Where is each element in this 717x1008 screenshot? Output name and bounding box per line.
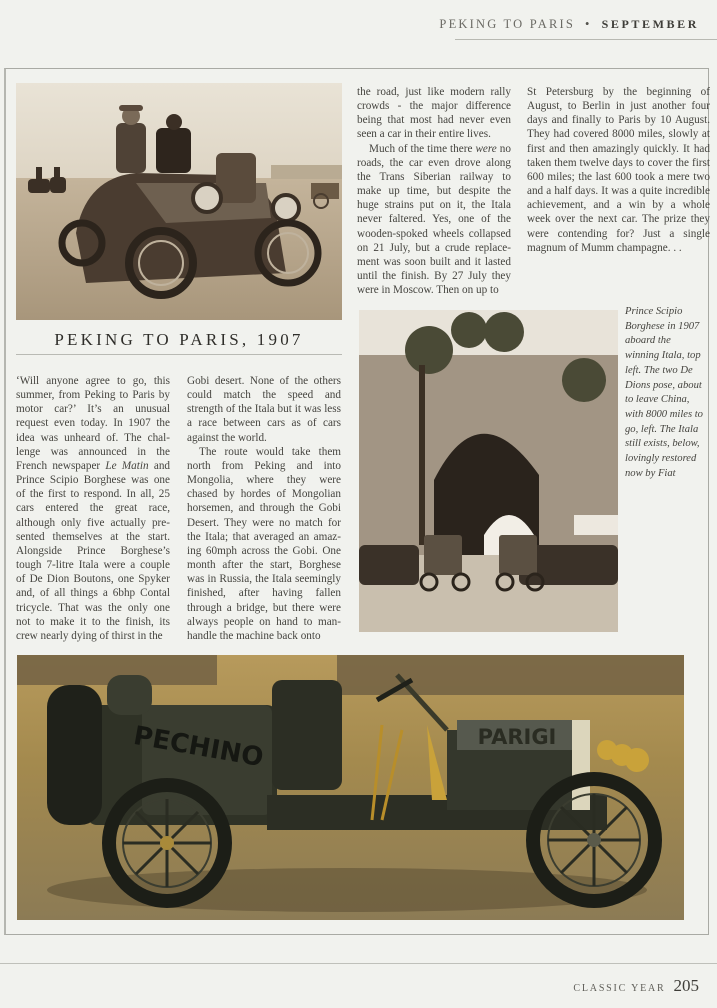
running-head-section: PEKING TO PARIS <box>439 17 575 31</box>
bonnet-lettering: PARIGI <box>477 725 557 749</box>
paragraph: St Petersburg by the beginning of August, to Berlin in just another four days and finally to Paris by 10 August. They had covered 8000 miles, slowly at first and then amazingly quickly. It had taken them twelve days to cover the first 600 miles; the last 600 took a mere two and a half days. It was a quite incredible achievement, and a win by a whole week over the next car. The prize they were contending for? Just a single magnum of Mumm champagne. . . <box>527 86 710 254</box>
photo-restored-itala <box>17 655 684 920</box>
running-head-month: SEPTEMBER <box>601 17 699 31</box>
emphasis: were <box>475 142 497 155</box>
article-title: PEKING TO PARIS, 1907 <box>54 330 304 349</box>
photo-itala-1907 <box>16 83 342 320</box>
newspaper-name: Le Matin <box>105 459 149 472</box>
running-head <box>439 17 699 32</box>
paragraph: Gobi desert. None of the others could match the speed and strength of the Itala but it was less a race between cars as of cars against the world. <box>187 375 341 444</box>
article-column-1 <box>16 374 170 643</box>
paragraph: ‘Will anyone agree to go, this summer, from Peking to Paris by motor car?’ It’s an unusual request even today. In 1907 the idea was unheard of. The challenge was announced in the French newspaper Le Matin and Prince Scipio Borghese was one of the first to respond. In all, 25 cars entered the great race, although only five actually presented themselves at the start. Alongside Prince Borghese’s tough 7-litre Itala were a couple of De Dion Boutons, one Spyker and, of all things a 6bhp Contal tricycle. That was the only one not to make it to the finish, its crew nearly dying of thirst in the <box>16 375 171 642</box>
publication-label: CLASSIC YEAR <box>573 983 666 994</box>
photo-caption: Prince Scipio Borghese in 1907 aboard the winning Itala, top left. The two De Dions pose, about to leave China, with 8000 miles to go, left. The Itala still exists, below, lovingly restored now by Fiat <box>625 306 703 479</box>
footer-rule <box>0 963 717 964</box>
paragraph: Much of the time there were no roads, the car even drove along the Trans Siberian railway to make up time, but despite the huge strains put on it, the Itala never faltered. Yes, one of the wooden-spoked wheels collapsed on 21 July, but a crude replacement was soon built and it lasted until the finish. By 27 July they were in Moscow. Then on up to <box>357 142 511 297</box>
page-number: 205 <box>673 976 699 995</box>
running-head-separator: • <box>585 17 592 31</box>
article-column-3 <box>357 85 511 297</box>
article-column-4 <box>527 85 710 255</box>
header-rule <box>455 39 717 40</box>
paragraph: The route would take them north from Peking and into Mongolia, where they were chased by hordes of Mongolian horsemen, and through the Gobi Desert. They were no match for the Itala; that averaged an amazing 60mph across the Gobi. One month after the start, Borghese was in Russia, the Itala seemingly finished, after having fallen through a bridge, but there were always people on hand to manhandle the machine back onto <box>187 445 341 642</box>
article-column-2 <box>187 374 341 643</box>
tank-lettering: PECHINO <box>131 720 266 774</box>
photo-city-gate <box>359 310 618 632</box>
title-rule <box>16 354 342 355</box>
paragraph: the road, just like modern rally crowds - the major difference being that most had never even seen a car in their entire lives. <box>357 86 511 141</box>
folio <box>573 976 699 996</box>
